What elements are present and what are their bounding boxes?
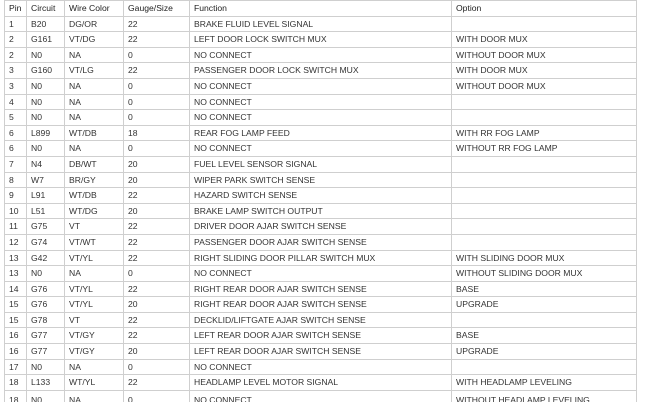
gauge-cell: 22 bbox=[124, 219, 190, 235]
gauge-cell: 22 bbox=[124, 234, 190, 250]
circuit-cell: B20 bbox=[27, 16, 65, 32]
wire-color-cell: VT/YL bbox=[65, 250, 124, 266]
wire-color-cell: BR/GY bbox=[65, 172, 124, 188]
pin-cell: 9 bbox=[5, 188, 27, 204]
table-header-row bbox=[5, 1, 637, 17]
table-row bbox=[5, 47, 637, 63]
option-cell: BASE bbox=[452, 281, 637, 297]
wire-color-cell: VT bbox=[65, 312, 124, 328]
pin-cell: 15 bbox=[5, 297, 27, 313]
option-cell bbox=[452, 359, 637, 375]
function-cell: DRIVER DOOR AJAR SWITCH SENSE bbox=[190, 219, 452, 235]
gauge-cell: 0 bbox=[124, 78, 190, 94]
table-row bbox=[5, 63, 637, 79]
circuit-cell: G74 bbox=[27, 234, 65, 250]
pin-cell: 7 bbox=[5, 156, 27, 172]
option-cell: WITH DOOR MUX bbox=[452, 63, 637, 79]
pin-cell: 17 bbox=[5, 359, 27, 375]
pin-cell: 4 bbox=[5, 94, 27, 110]
table-row bbox=[5, 172, 637, 188]
gauge-cell: 20 bbox=[124, 172, 190, 188]
pin-cell: 11 bbox=[5, 219, 27, 235]
option-cell: WITHOUT RR FOG LAMP bbox=[452, 141, 637, 157]
gauge-cell: 20 bbox=[124, 297, 190, 313]
gauge-cell: 22 bbox=[124, 188, 190, 204]
circuit-cell: L51 bbox=[27, 203, 65, 219]
function-cell: RIGHT SLIDING DOOR PILLAR SWITCH MUX bbox=[190, 250, 452, 266]
wire-color-cell: NA bbox=[65, 266, 124, 282]
pin-cell: 18 bbox=[5, 390, 27, 402]
pin-cell: 16 bbox=[5, 344, 27, 360]
pin-cell: 6 bbox=[5, 125, 27, 141]
gauge-cell: 22 bbox=[124, 32, 190, 48]
option-cell: UPGRADE bbox=[452, 297, 637, 313]
header-function: Function bbox=[190, 1, 452, 17]
option-cell bbox=[452, 234, 637, 250]
function-cell: BRAKE LAMP SWITCH OUTPUT bbox=[190, 203, 452, 219]
wire-color-cell: VT bbox=[65, 219, 124, 235]
wire-color-cell: NA bbox=[65, 359, 124, 375]
gauge-cell: 22 bbox=[124, 16, 190, 32]
circuit-cell: G75 bbox=[27, 219, 65, 235]
table-row bbox=[5, 250, 637, 266]
table-row bbox=[5, 16, 637, 32]
table-row bbox=[5, 156, 637, 172]
table-row bbox=[5, 234, 637, 250]
wire-color-cell: DG/OR bbox=[65, 16, 124, 32]
table-row bbox=[5, 390, 637, 402]
pin-cell: 1 bbox=[5, 16, 27, 32]
function-cell: NO CONNECT bbox=[190, 359, 452, 375]
table-body bbox=[5, 16, 637, 402]
gauge-cell: 18 bbox=[124, 125, 190, 141]
header-wire-color: Wire Color bbox=[65, 1, 124, 17]
circuit-cell: G76 bbox=[27, 297, 65, 313]
wire-color-cell: NA bbox=[65, 141, 124, 157]
table-row bbox=[5, 32, 637, 48]
circuit-cell: G77 bbox=[27, 344, 65, 360]
pin-cell: 2 bbox=[5, 32, 27, 48]
function-cell: REAR FOG LAMP FEED bbox=[190, 125, 452, 141]
gauge-cell: 20 bbox=[124, 156, 190, 172]
pin-cell: 2 bbox=[5, 47, 27, 63]
wire-color-cell: VT/GY bbox=[65, 344, 124, 360]
wire-color-cell: VT/YL bbox=[65, 297, 124, 313]
gauge-cell: 0 bbox=[124, 390, 190, 402]
function-cell: FUEL LEVEL SENSOR SIGNAL bbox=[190, 156, 452, 172]
option-cell bbox=[452, 16, 637, 32]
table-row bbox=[5, 359, 637, 375]
option-cell: WITHOUT SLIDING DOOR MUX bbox=[452, 266, 637, 282]
circuit-cell: G78 bbox=[27, 312, 65, 328]
table-row bbox=[5, 344, 637, 360]
pinout-table bbox=[4, 0, 637, 402]
table-row bbox=[5, 328, 637, 344]
option-cell: WITHOUT DOOR MUX bbox=[452, 47, 637, 63]
circuit-cell: N0 bbox=[27, 266, 65, 282]
function-cell: PASSENGER DOOR LOCK SWITCH MUX bbox=[190, 63, 452, 79]
function-cell: PASSENGER DOOR AJAR SWITCH SENSE bbox=[190, 234, 452, 250]
pin-cell: 12 bbox=[5, 234, 27, 250]
wire-color-cell: WT/DB bbox=[65, 188, 124, 204]
gauge-cell: 0 bbox=[124, 266, 190, 282]
wire-color-cell: VT/LG bbox=[65, 63, 124, 79]
option-cell bbox=[452, 172, 637, 188]
function-cell: NO CONNECT bbox=[190, 94, 452, 110]
option-cell: WITHOUT HEADLAMP LEVELING bbox=[452, 390, 637, 402]
pin-cell: 3 bbox=[5, 78, 27, 94]
header-gauge-size: Gauge/Size bbox=[124, 1, 190, 17]
gauge-cell: 0 bbox=[124, 359, 190, 375]
option-cell bbox=[452, 94, 637, 110]
table-row bbox=[5, 281, 637, 297]
header-option: Option bbox=[452, 1, 637, 17]
circuit-cell: L899 bbox=[27, 125, 65, 141]
function-cell: NO CONNECT bbox=[190, 78, 452, 94]
circuit-cell: W7 bbox=[27, 172, 65, 188]
gauge-cell: 20 bbox=[124, 344, 190, 360]
gauge-cell: 0 bbox=[124, 110, 190, 126]
table-row bbox=[5, 94, 637, 110]
wire-color-cell: NA bbox=[65, 390, 124, 402]
table-row bbox=[5, 219, 637, 235]
gauge-cell: 22 bbox=[124, 375, 190, 391]
gauge-cell: 22 bbox=[124, 328, 190, 344]
option-cell: WITH RR FOG LAMP bbox=[452, 125, 637, 141]
pin-cell: 18 bbox=[5, 375, 27, 391]
gauge-cell: 0 bbox=[124, 47, 190, 63]
function-cell: LEFT DOOR LOCK SWITCH MUX bbox=[190, 32, 452, 48]
table-row bbox=[5, 375, 637, 391]
circuit-cell: G42 bbox=[27, 250, 65, 266]
pin-cell: 16 bbox=[5, 328, 27, 344]
function-cell: LEFT REAR DOOR AJAR SWITCH SENSE bbox=[190, 328, 452, 344]
pin-cell: 10 bbox=[5, 203, 27, 219]
option-cell: BASE bbox=[452, 328, 637, 344]
wire-color-cell: NA bbox=[65, 47, 124, 63]
function-cell: WIPER PARK SWITCH SENSE bbox=[190, 172, 452, 188]
function-cell: NO CONNECT bbox=[190, 266, 452, 282]
header-circuit: Circuit bbox=[27, 1, 65, 17]
function-cell: RIGHT REAR DOOR AJAR SWITCH SENSE bbox=[190, 297, 452, 313]
table-row bbox=[5, 110, 637, 126]
wire-color-cell: WT/DG bbox=[65, 203, 124, 219]
option-cell bbox=[452, 312, 637, 328]
function-cell: NO CONNECT bbox=[190, 141, 452, 157]
function-cell: HEADLAMP LEVEL MOTOR SIGNAL bbox=[190, 375, 452, 391]
table-row bbox=[5, 297, 637, 313]
circuit-cell: N0 bbox=[27, 390, 65, 402]
option-cell bbox=[452, 110, 637, 126]
circuit-cell: N0 bbox=[27, 141, 65, 157]
wire-color-cell: NA bbox=[65, 78, 124, 94]
function-cell: RIGHT REAR DOOR AJAR SWITCH SENSE bbox=[190, 281, 452, 297]
table-row bbox=[5, 266, 637, 282]
circuit-cell: N0 bbox=[27, 47, 65, 63]
circuit-cell: L91 bbox=[27, 188, 65, 204]
pin-cell: 8 bbox=[5, 172, 27, 188]
wire-color-cell: WT/DB bbox=[65, 125, 124, 141]
wire-color-cell: VT/YL bbox=[65, 281, 124, 297]
gauge-cell: 0 bbox=[124, 94, 190, 110]
option-cell: WITHOUT DOOR MUX bbox=[452, 78, 637, 94]
wire-color-cell: VT/GY bbox=[65, 328, 124, 344]
gauge-cell: 0 bbox=[124, 141, 190, 157]
function-cell: HAZARD SWITCH SENSE bbox=[190, 188, 452, 204]
table-row bbox=[5, 78, 637, 94]
wire-color-cell: WT/YL bbox=[65, 375, 124, 391]
function-cell: LEFT REAR DOOR AJAR SWITCH SENSE bbox=[190, 344, 452, 360]
function-cell: NO CONNECT bbox=[190, 47, 452, 63]
gauge-cell: 22 bbox=[124, 281, 190, 297]
function-cell: BRAKE FLUID LEVEL SIGNAL bbox=[190, 16, 452, 32]
option-cell: WITH DOOR MUX bbox=[452, 32, 637, 48]
pin-cell: 5 bbox=[5, 110, 27, 126]
wire-color-cell: VT/DG bbox=[65, 32, 124, 48]
wire-color-cell: NA bbox=[65, 110, 124, 126]
pin-cell: 13 bbox=[5, 266, 27, 282]
pin-cell: 15 bbox=[5, 312, 27, 328]
wire-color-cell: DB/WT bbox=[65, 156, 124, 172]
option-cell bbox=[452, 203, 637, 219]
circuit-cell: N0 bbox=[27, 110, 65, 126]
function-cell: NO CONNECT bbox=[190, 110, 452, 126]
function-cell: DECKLID/LIFTGATE AJAR SWITCH SENSE bbox=[190, 312, 452, 328]
option-cell: WITH SLIDING DOOR MUX bbox=[452, 250, 637, 266]
table-row bbox=[5, 125, 637, 141]
circuit-cell: N0 bbox=[27, 359, 65, 375]
circuit-cell: L133 bbox=[27, 375, 65, 391]
option-cell bbox=[452, 219, 637, 235]
header-pin: Pin bbox=[5, 1, 27, 17]
pin-cell: 3 bbox=[5, 63, 27, 79]
pin-cell: 6 bbox=[5, 141, 27, 157]
gauge-cell: 22 bbox=[124, 312, 190, 328]
pin-cell: 14 bbox=[5, 281, 27, 297]
gauge-cell: 22 bbox=[124, 63, 190, 79]
page-right-edge bbox=[638, 0, 650, 402]
wire-color-cell: VT/WT bbox=[65, 234, 124, 250]
gauge-cell: 22 bbox=[124, 250, 190, 266]
circuit-cell: N4 bbox=[27, 156, 65, 172]
circuit-cell: G160 bbox=[27, 63, 65, 79]
circuit-cell: N0 bbox=[27, 78, 65, 94]
option-cell: UPGRADE bbox=[452, 344, 637, 360]
table-row bbox=[5, 141, 637, 157]
circuit-cell: N0 bbox=[27, 94, 65, 110]
option-cell: WITH HEADLAMP LEVELING bbox=[452, 375, 637, 391]
pin-cell: 13 bbox=[5, 250, 27, 266]
option-cell bbox=[452, 156, 637, 172]
table-row bbox=[5, 203, 637, 219]
gauge-cell: 20 bbox=[124, 203, 190, 219]
option-cell bbox=[452, 188, 637, 204]
table-row bbox=[5, 312, 637, 328]
circuit-cell: G77 bbox=[27, 328, 65, 344]
table-row bbox=[5, 188, 637, 204]
circuit-cell: G76 bbox=[27, 281, 65, 297]
function-cell: NO CONNECT bbox=[190, 390, 452, 402]
wire-color-cell: NA bbox=[65, 94, 124, 110]
circuit-cell: G161 bbox=[27, 32, 65, 48]
